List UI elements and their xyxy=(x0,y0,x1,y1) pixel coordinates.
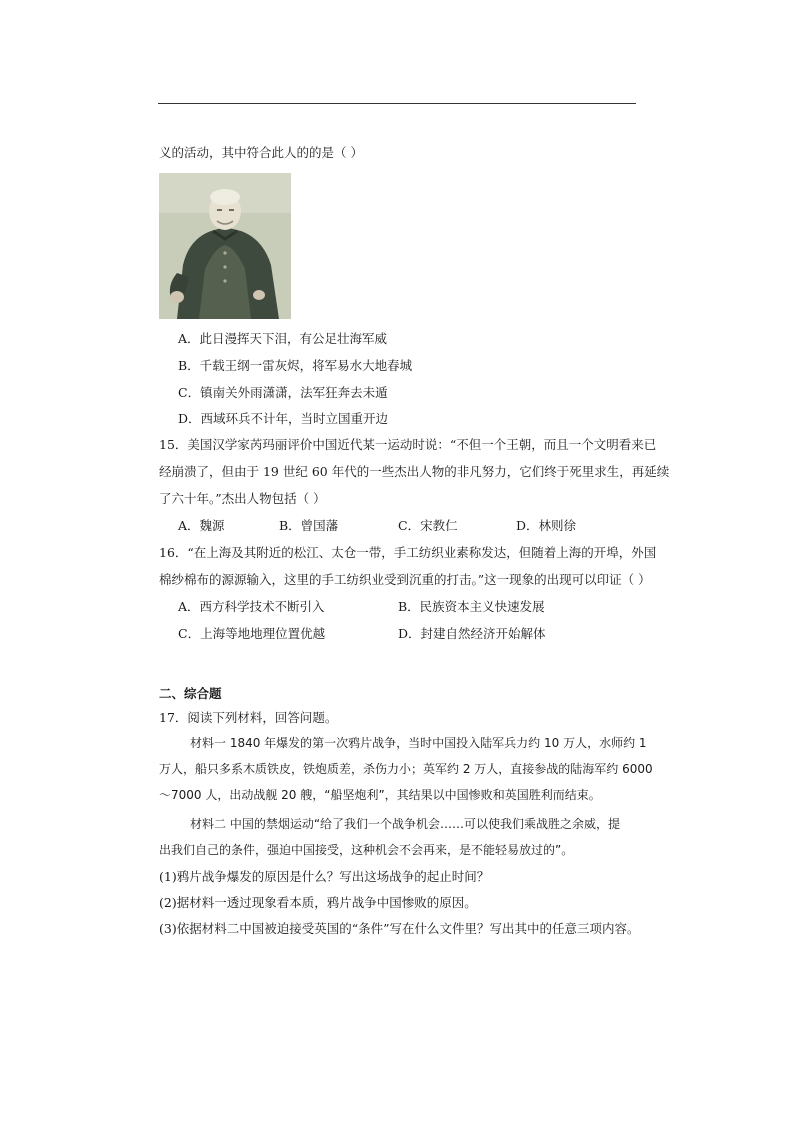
q15-stem-line-2: 经崩溃了，但由于 19 世纪 60 年代的一些杰出人物的非凡努力，它们终于死里求生，再延续 xyxy=(159,464,670,479)
q17-stem: 17．阅读下列材料，回答问题。 xyxy=(159,710,338,725)
q15-option-b[interactable]: B．曾国藩 xyxy=(279,518,339,533)
q14-option-a[interactable]: A．此日漫挥天下泪，有公足壮海军威 xyxy=(178,331,388,346)
q17-material1-line-3: ～7000 人，出动战舰 20 艘，“船坚炮利”，其结果以中国惨败和英国胜利而结束。 xyxy=(159,788,601,802)
q17-material2-line-2: 出我们自己的条件，强迫中国接受，这种机会不会再来，是不能轻易放过的”。 xyxy=(159,843,574,857)
q15-option-a[interactable]: A．魏源 xyxy=(178,518,225,533)
q16-option-c[interactable]: C．上海等地地理位置优越 xyxy=(178,626,326,641)
q15-option-c[interactable]: C．宋教仁 xyxy=(398,518,458,533)
q17-material2-line-1: 材料二 中国的禁烟运动“给了我们一个战争机会……可以使我们乘战胜之余威，提 xyxy=(190,817,621,831)
q14-stem: 义的活动，其中符合此人的的是（ ） xyxy=(159,145,363,160)
q16-option-b[interactable]: B．民族资本主义快速发展 xyxy=(398,599,545,614)
q16-option-d[interactable]: D．封建自然经济开始解体 xyxy=(398,626,546,641)
q14-option-c[interactable]: C．镇南关外雨潇潇，法军狂奔去未遁 xyxy=(178,385,388,400)
q17-subquestion-1: (1)鸦片战争爆发的原因是什么？写出这场战争的起止时间？ xyxy=(159,869,490,884)
q17-subquestion-2: (2)据材料一透过现象看本质，鸦片战争中国惨败的原因。 xyxy=(159,895,477,910)
q17-subquestion-3: (3)依据材料二中国被迫接受英国的“条件”写在什么文件里？写出其中的任意三项内容。 xyxy=(159,921,640,936)
header-rule xyxy=(158,103,636,104)
q15-option-d[interactable]: D．林则徐 xyxy=(516,518,577,533)
q14-option-d[interactable]: D．西域环兵不计年，当时立国重开边 xyxy=(178,411,389,426)
q16-stem-line-1: 16．“在上海及其附近的松江、太仓一带，手工纺织业素称发达，但随着上海的开埠，外国 xyxy=(159,545,657,560)
q15-stem-line-3: 了六十年。”杰出人物包括（ ） xyxy=(159,491,326,506)
q17-material1-line-1: 材料一 1840 年爆发的第一次鸦片战争，当时中国投入陆军兵力约 10 万人，水师约 1 xyxy=(190,736,647,750)
q16-stem-line-2: 棉纱棉布的源源输入，这里的手工纺织业受到沉重的打击。”这一现象的出现可以印证（ ） xyxy=(159,572,651,587)
q15-stem-line-1: 15．美国汉学家芮玛丽评价中国近代某一运动时说：“不但一个王朝，而且一个文明看来已 xyxy=(159,437,657,452)
q14-option-b[interactable]: B．千载王纲一雷灰烬，将军易水大地春城 xyxy=(178,358,413,373)
section-title: 二、综合题 xyxy=(159,686,222,701)
q16-option-a[interactable]: A．西方科学技术不断引入 xyxy=(178,599,325,614)
q17-material1-line-2: 万人，船只多系木质铁皮，铁炮质差，杀伤力小；英军约 2 万人，直接参战的陆海军约 6000 xyxy=(159,762,653,776)
portrait-photo-icon xyxy=(159,173,291,319)
